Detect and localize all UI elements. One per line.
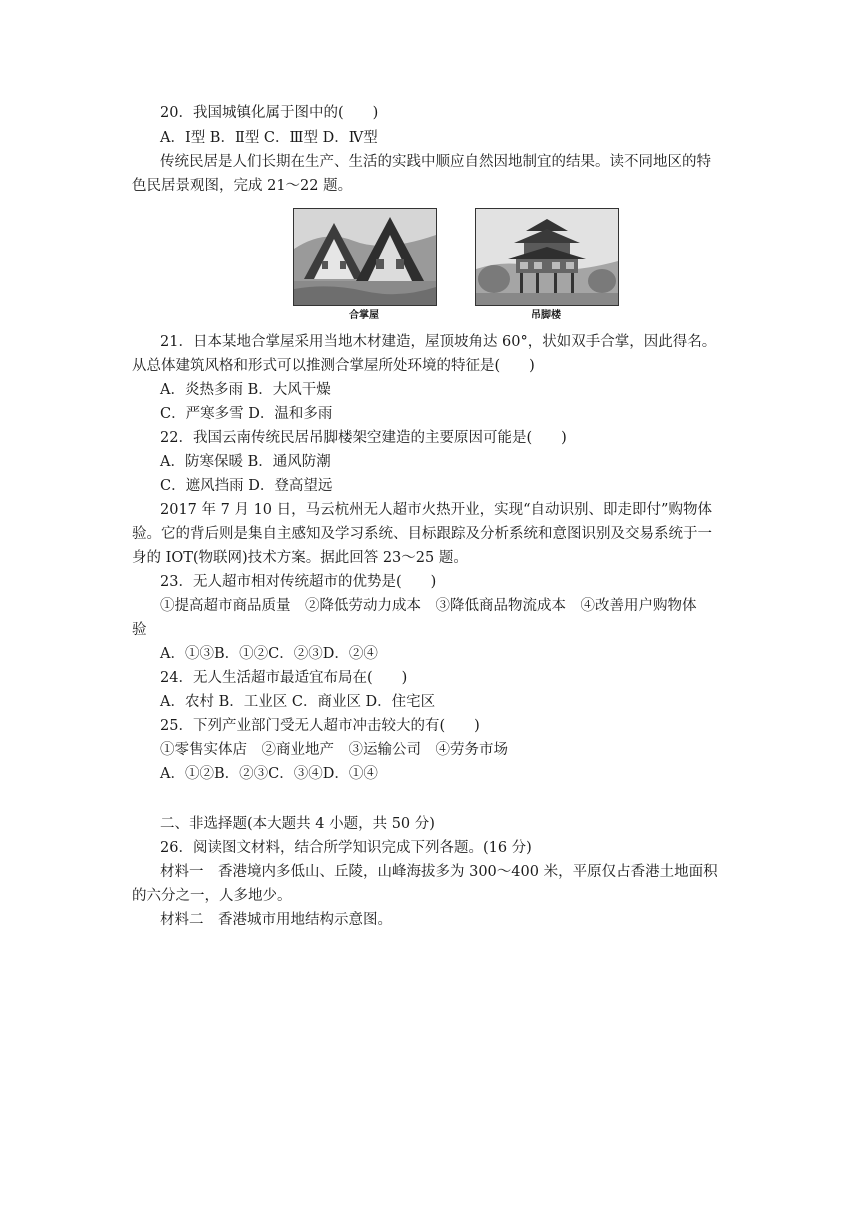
material-supermarket-line-3: 身的 IOT(物联网)技术方案。据此回答 23～25 题。 — [132, 550, 468, 566]
material-one-line-1: 材料一 香港境内多低山、丘陵，山峰海拔多为 300～400 米，平原仅占香港土地面积 — [160, 864, 718, 880]
q21-stem-line-1: 21．日本某地合掌屋采用当地木材建造，屋顶坡角达 60°，状如双手合掌，因此得名。 — [160, 334, 717, 350]
stilt-house-photo — [475, 208, 619, 306]
q23-statements: ①提高超市商品质量 ②降低劳动力成本 ③降低商品物流成本 ④改善用户购物体 — [160, 598, 697, 614]
q23-statements-cont: 验 — [132, 622, 147, 638]
stilt-house-image — [476, 209, 618, 305]
gassho-house-image — [294, 209, 436, 305]
q22-options-cd: C．遮风挡雨 D．登高望远 — [160, 478, 333, 494]
q23-options: A．①③B．①②C．②③D．②④ — [160, 646, 378, 662]
q25-options: A．①②B．②③C．③④D．①④ — [160, 766, 378, 782]
gassho-house-photo — [293, 208, 437, 306]
gassho-house-caption: 合掌屋 — [349, 310, 379, 321]
q26-stem: 26．阅读图文材料，结合所学知识完成下列各题。(16 分) — [160, 840, 532, 856]
q25-stem: 25．下列产业部门受无人超市冲击较大的有( ) — [160, 718, 480, 734]
material-two: 材料二 香港城市用地结构示意图。 — [160, 912, 392, 928]
section-two-heading: 二、非选择题(本大题共 4 小题，共 50 分) — [160, 816, 435, 832]
material-supermarket-line-2: 验。它的背后则是集自主感知及学习系统、目标跟踪及分析系统和意图识别及交易系统于一 — [132, 526, 712, 542]
q20-stem: 20．我国城镇化属于图中的( ) — [160, 105, 379, 121]
q22-options-ab: A．防寒保暖 B．通风防潮 — [160, 454, 331, 470]
q23-stem: 23．无人超市相对传统超市的优势是( ) — [160, 574, 437, 590]
q24-options: A．农村 B．工业区 C．商业区 D．住宅区 — [160, 694, 436, 710]
stilt-house-caption: 吊脚楼 — [531, 310, 561, 321]
q21-options-ab: A．炎热多雨 B．大风干燥 — [160, 382, 331, 398]
q24-stem: 24．无人生活超市最适宜布局在( ) — [160, 670, 408, 686]
material-intro-line-1: 传统民居是人们长期在生产、生活的实践中顺应自然因地制宜的结果。读不同地区的特 — [160, 154, 711, 170]
q21-stem-line-2: 从总体建筑风格和形式可以推测合掌屋所处环境的特征是( ) — [132, 358, 535, 374]
house-photos — [0, 208, 860, 320]
q25-statements: ①零售实体店 ②商业地产 ③运输公司 ④劳务市场 — [160, 742, 508, 758]
material-supermarket-line-1: 2017 年 7 月 10 日，马云杭州无人超市火热开业，实现“自动识别、即走即付”购物体 — [160, 502, 712, 518]
q21-options-cd: C．严寒多雪 D．温和多雨 — [160, 406, 333, 422]
q20-options: A．Ⅰ型 B．Ⅱ型 C．Ⅲ型 D．Ⅳ型 — [160, 130, 378, 146]
q22-stem: 22．我国云南传统民居吊脚楼架空建造的主要原因可能是( ) — [160, 430, 567, 446]
material-intro-line-2: 色民居景观图，完成 21～22 题。 — [132, 178, 353, 194]
material-one-line-2: 的六分之一，人多地少。 — [132, 888, 292, 904]
